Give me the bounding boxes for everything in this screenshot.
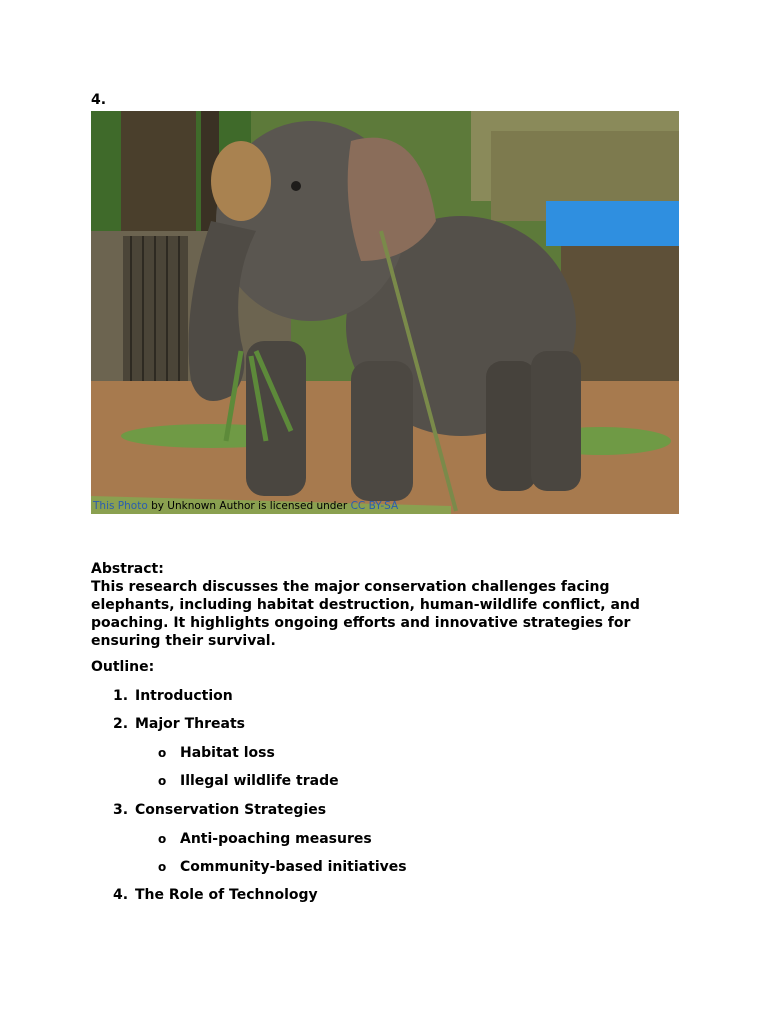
abstract-heading: Abstract: — [91, 561, 164, 577]
list-label: The Role of Technology — [135, 887, 318, 903]
list-number: 3. — [113, 802, 129, 818]
list-number: 4. — [113, 887, 129, 903]
sub-list-label: Community-based initiatives — [180, 859, 407, 875]
list-item — [113, 688, 233, 704]
sub-list-item — [158, 859, 407, 875]
photo-caption — [91, 500, 679, 512]
list-item — [113, 716, 245, 732]
list-item — [113, 887, 318, 903]
abstract-text: This research discusses the major conservation challenges facing elephants, including habitat destruction, human-wildlife conflict, and poaching. It highlights ongoing efforts and innovative strategies for ensuring their survival. — [91, 579, 640, 649]
sub-list-label: Habitat loss — [180, 745, 275, 761]
list-label: Conservation Strategies — [135, 802, 327, 818]
list-number: 1. — [113, 688, 129, 704]
item-number: 4. — [91, 92, 107, 108]
bullet-icon: o — [158, 832, 167, 846]
list-label: Introduction — [135, 688, 233, 704]
bullet-icon: o — [158, 774, 167, 788]
list-number: 2. — [113, 716, 129, 732]
bullet-icon: o — [158, 746, 167, 760]
sub-list-item — [158, 831, 372, 847]
license-link[interactable]: CC BY-SA — [350, 500, 399, 512]
sub-list-label: Illegal wildlife trade — [180, 773, 339, 789]
outline-heading: Outline: — [91, 659, 155, 675]
sub-list-item — [158, 745, 275, 761]
elephant-illustration — [91, 111, 679, 514]
bullet-icon: o — [158, 860, 167, 874]
list-label: Major Threats — [135, 716, 245, 732]
photo-attribution: by Unknown Author is licensed under — [151, 500, 348, 512]
list-item — [113, 802, 326, 818]
sub-list-label: Anti-poaching measures — [180, 831, 372, 847]
abstract-section — [91, 560, 691, 650]
elephant-photo — [91, 111, 679, 514]
photo-source-link[interactable]: This Photo — [93, 500, 148, 512]
sub-list-item — [158, 773, 339, 789]
